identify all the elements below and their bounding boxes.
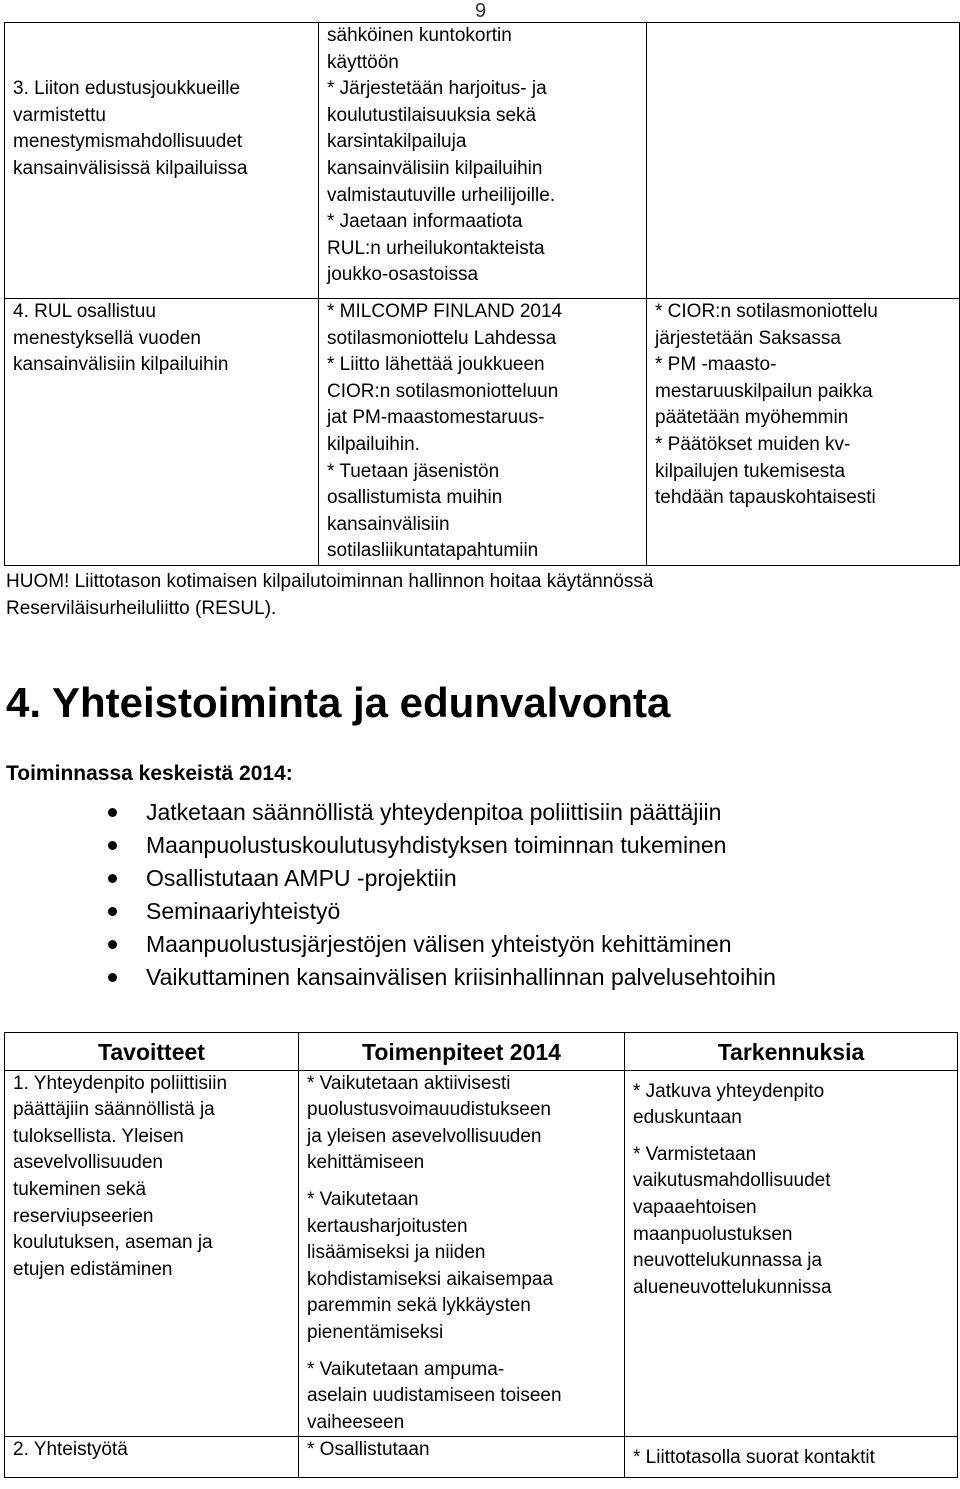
goal-cell [5, 23, 319, 299]
bullet-icon [108, 907, 117, 916]
action-line: * MILCOMP FINLAND 2014 [327, 301, 563, 322]
action-line: * Järjestetään harjoitus- ja [327, 78, 547, 100]
competition-table [4, 22, 960, 566]
note-line: mestaruuskilpailun paikka [655, 380, 873, 402]
note-line: vapaaehtoisen [633, 1196, 757, 1218]
action-line: kansainvälisiin kilpailuihin [327, 157, 543, 179]
goal-line: kansainvälisiin kilpailuihin [13, 354, 229, 376]
action-line: joukko-osastoissa [327, 264, 479, 286]
action-block [307, 1357, 624, 1437]
note-line: kilpailujen tukemisesta [655, 460, 846, 482]
page-number: 9 [475, 0, 487, 22]
goal-line: asevelvollisuuden [13, 1152, 163, 1174]
action-line: puolustusvoimauudistukseen [307, 1099, 551, 1121]
note-block [633, 1142, 957, 1302]
table-row [5, 1437, 958, 1478]
goal-line: koulutuksen, aseman ja [13, 1232, 213, 1254]
action-line: kilpailuihin. [327, 433, 420, 455]
action-line: * Osallistutaan [307, 1439, 430, 1461]
list-item [108, 895, 776, 928]
note-line: * Jatkuva yhteydenpito [633, 1080, 825, 1102]
note-line: neuvottelukunnassa ja [633, 1250, 823, 1272]
action-line: kohdistamiseksi aikaisempaa [307, 1268, 554, 1290]
action-line: kansainvälisiin [327, 513, 450, 535]
column-header: Toimenpiteet 2014 [299, 1033, 625, 1071]
actions-cell [319, 299, 647, 566]
list-item-text: Maanpuolustuskoulutusyhdistyksen toiminnan tukeminen [146, 832, 727, 858]
actions-cell [299, 1437, 625, 1478]
action-line: osallistumista muihin [327, 487, 503, 509]
action-line: aselain uudistamiseen toiseen [307, 1385, 562, 1407]
bullet-icon [108, 940, 117, 949]
action-line: sotilasmoniottelu Lahdessa [327, 327, 557, 349]
goal-line: menestymismahdollisuudet [13, 131, 243, 153]
subheading: Toiminnassa keskeistä 2014: [6, 762, 293, 785]
goal-cell [5, 1437, 299, 1478]
table-header-row [5, 1033, 958, 1071]
notes-cell [625, 1070, 958, 1437]
action-line: paremmin sekä lykkäysten [307, 1295, 531, 1317]
note-line: * CIOR:n sotilasmoniottelu [655, 301, 878, 322]
action-line: * Vaikutetaan [307, 1188, 419, 1210]
list-item-text: Jatketaan säännöllistä yhteydenpitoa poliittisiin päättäjiin [146, 799, 722, 825]
action-line: * Tuetaan jäsenistön [327, 460, 500, 482]
goal-line: 3. Liiton edustusjoukkueille [13, 78, 241, 99]
action-block [307, 1071, 624, 1177]
actions-cell [319, 23, 647, 299]
note-line: alueneuvottelukunnissa [633, 1276, 832, 1298]
column-header: Tarkennuksia [625, 1033, 958, 1071]
note-line: * Varmistetaan [633, 1143, 757, 1165]
note-line: * Liittotasolla suorat kontaktit [633, 1447, 875, 1469]
bullet-icon [108, 874, 117, 883]
goal-line: tukeminen sekä [13, 1178, 147, 1200]
note-block [633, 1079, 957, 1132]
note-line: päätetään myöhemmin [655, 407, 849, 429]
section-title: 4. Yhteistoiminta ja edunvalvonta [6, 679, 671, 726]
goal-line: tuloksellista. Yleisen [13, 1125, 184, 1147]
action-line: jat PM-maastomestaruus- [327, 407, 545, 429]
list-item-text: Vaikuttaminen kansainvälisen kriisinhallinnan palvelusehtoihin [146, 964, 776, 990]
list-item-text: Seminaariyhteistyö [146, 898, 341, 924]
action-line: ja yleisen asevelvollisuuden [307, 1125, 542, 1147]
action-line: pienentämiseksi [307, 1321, 444, 1343]
bullet-icon [108, 841, 117, 850]
goal-line: varmistettu [13, 104, 106, 126]
huom-note [6, 568, 653, 622]
bullet-icon [108, 808, 117, 817]
action-line: * Liitto lähettää joukkueen [327, 354, 545, 376]
goal-line: 4. RUL osallistuu [13, 301, 156, 322]
action-line: * Vaikutetaan aktiivisesti [307, 1072, 511, 1094]
goal-line: 1. Yhteydenpito poliittisiin [13, 1072, 228, 1094]
note-line: tehdään tapauskohtaisesti [655, 487, 876, 509]
action-line: karsintakilpailuja [327, 131, 467, 153]
action-line: vaiheeseen [307, 1411, 405, 1433]
list-item [108, 796, 776, 829]
action-line: sähköinen kuntokortin [327, 25, 512, 46]
bullet-icon [108, 973, 117, 982]
action-line: * Vaikutetaan ampuma- [307, 1358, 505, 1380]
note-line: vaikutusmahdollisuudet [633, 1170, 831, 1192]
action-line: lisäämiseksi ja niiden [307, 1242, 486, 1264]
note-line: maanpuolustuksen [633, 1223, 793, 1245]
cooperation-table [4, 1032, 958, 1478]
action-line: käyttöön [327, 51, 399, 73]
goal-line: etujen edistäminen [13, 1258, 173, 1280]
action-line: koulutustilaisuuksia sekä [327, 104, 537, 126]
action-line: CIOR:n sotilasmoniotteluun [327, 380, 559, 402]
action-line: RUL:n urheilukontakteista [327, 237, 545, 259]
goal-line: 2. Yhteistyötä [13, 1439, 128, 1461]
table-row [5, 1070, 958, 1437]
goal-line: päättäjiin säännöllistä ja [13, 1099, 215, 1121]
bullet-list [108, 796, 776, 994]
action-line: * Jaetaan informaatiota [327, 211, 523, 233]
note-line: * Päätökset muiden kv- [655, 433, 851, 455]
action-block [307, 1187, 624, 1347]
action-line: kertausharjoitusten [307, 1215, 468, 1237]
list-item [108, 961, 776, 994]
note-line: eduskuntaan [633, 1107, 742, 1129]
goal-line: menestyksellä vuoden [13, 327, 201, 349]
list-item-text: Osallistutaan AMPU -projektiin [146, 865, 457, 891]
actions-cell [299, 1070, 625, 1437]
note-line: HUOM! Liittotason kotimaisen kilpailutoiminnan hallinnon hoitaa käytännössä [6, 571, 654, 592]
notes-cell [647, 23, 960, 299]
column-header: Tavoitteet [5, 1033, 299, 1071]
notes-cell [625, 1437, 958, 1478]
list-item [108, 829, 776, 862]
goal-line: reserviupseerien [13, 1205, 154, 1227]
note-line: * PM -maasto- [655, 354, 777, 376]
action-line: sotilasliikuntatapahtumiin [327, 540, 539, 562]
goal-line: kansainvälisissä kilpailuissa [13, 157, 248, 179]
list-item [108, 928, 776, 961]
list-item [108, 862, 776, 895]
action-line: kehittämiseen [307, 1152, 425, 1174]
list-item-text: Maanpuolustusjärjestöjen välisen yhteistyön kehittäminen [146, 931, 732, 957]
table-row [5, 23, 960, 299]
note-line: järjestetään Saksassa [655, 327, 841, 349]
notes-cell [647, 299, 960, 566]
table-row [5, 299, 960, 566]
goal-cell [5, 1070, 299, 1437]
note-line: Reserviläisurheiluliitto (RESUL). [6, 598, 277, 619]
action-line: valmistautuville urheilijoille. [327, 184, 556, 206]
goal-cell [5, 299, 319, 566]
